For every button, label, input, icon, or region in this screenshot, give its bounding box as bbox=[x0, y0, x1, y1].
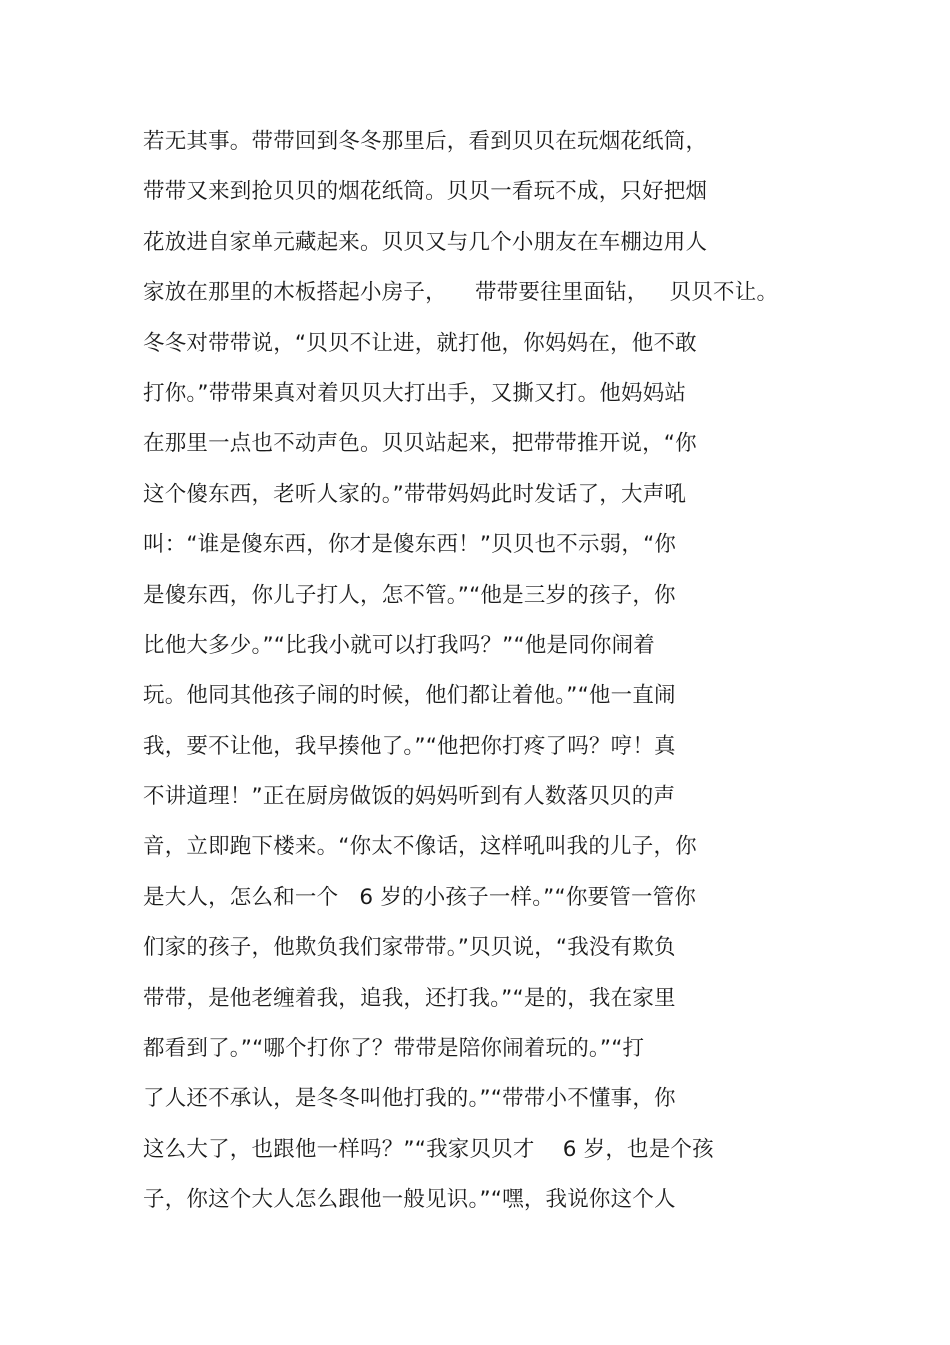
text-line: 们家的孩子，他欺负我们家带带。”贝贝说，“我没有欺负 bbox=[143, 935, 676, 961]
text-line: 我，要不让他，我早揍他了。”“他把你打疼了吗？哼！真 bbox=[143, 733, 676, 759]
text-line: 这么大了，也跟他一样吗？”“我家贝贝才 6 岁，也是个孩 bbox=[143, 1136, 714, 1162]
text-line: 是傻东西，你儿子打人，怎不管。”“他是三岁的孩子，你 bbox=[143, 582, 676, 608]
text-line: 打你。”带带果真对着贝贝大打出手，又撕又打。他妈妈站 bbox=[143, 380, 687, 406]
text-line: 叫：“谁是傻东西，你才是傻东西！”贝贝也不示弱，“你 bbox=[143, 532, 677, 558]
text-line: 带带又来到抢贝贝的烟花纸筒。贝贝一看玩不成，只好把烟 bbox=[143, 179, 708, 205]
text-line: 是大人，怎么和一个 6 岁的小孩子一样。”“你要管一管你 bbox=[143, 884, 697, 910]
text-line: 家放在那里的木板搭起小房子， 带带要往里面钻， 贝贝不让。 bbox=[143, 280, 779, 306]
text-line: 子，你这个大人怎么跟他一般见识。”“嘿，我说你这个人 bbox=[143, 1187, 676, 1213]
text-line: 玩。他同其他孩子闹的时候，他们都让着他。”“他一直闹 bbox=[143, 683, 676, 709]
text-line: 冬冬对带带说，“贝贝不让进，就打他，你妈妈在，他不敢 bbox=[143, 330, 697, 356]
text-line: 在那里一点也不动声色。贝贝站起来，把带带推开说，“你 bbox=[143, 431, 697, 457]
text-line: 带带，是他老缠着我，追我，还打我。”“是的，我在家里 bbox=[143, 985, 676, 1011]
text-line: 不讲道理！”正在厨房做饭的妈妈听到有人数落贝贝的声 bbox=[143, 784, 676, 810]
text-line: 了人还不承认，是冬冬叫他打我的。”“带带小不懂事，你 bbox=[143, 1086, 676, 1112]
text-line: 都看到了。”“哪个打你了？带带是陪你闹着玩的。”“打 bbox=[143, 1036, 645, 1062]
text-line: 音，立即跑下楼来。“你太不像话，这样吼叫我的儿子，你 bbox=[143, 834, 697, 860]
body-text bbox=[143, 122, 933, 1231]
text-line: 若无其事。带带回到冬冬那里后，看到贝贝在玩烟花纸筒， bbox=[143, 129, 708, 154]
text-line: 比他大多少。”“比我小就可以打我吗？”“他是同你闹着 bbox=[143, 632, 656, 658]
text-line: 花放进自家单元藏起来。贝贝又与几个小朋友在车棚边用人 bbox=[143, 229, 708, 255]
text-line: 这个傻东西，老听人家的。”带带妈妈此时发话了，大声吼 bbox=[143, 481, 687, 507]
